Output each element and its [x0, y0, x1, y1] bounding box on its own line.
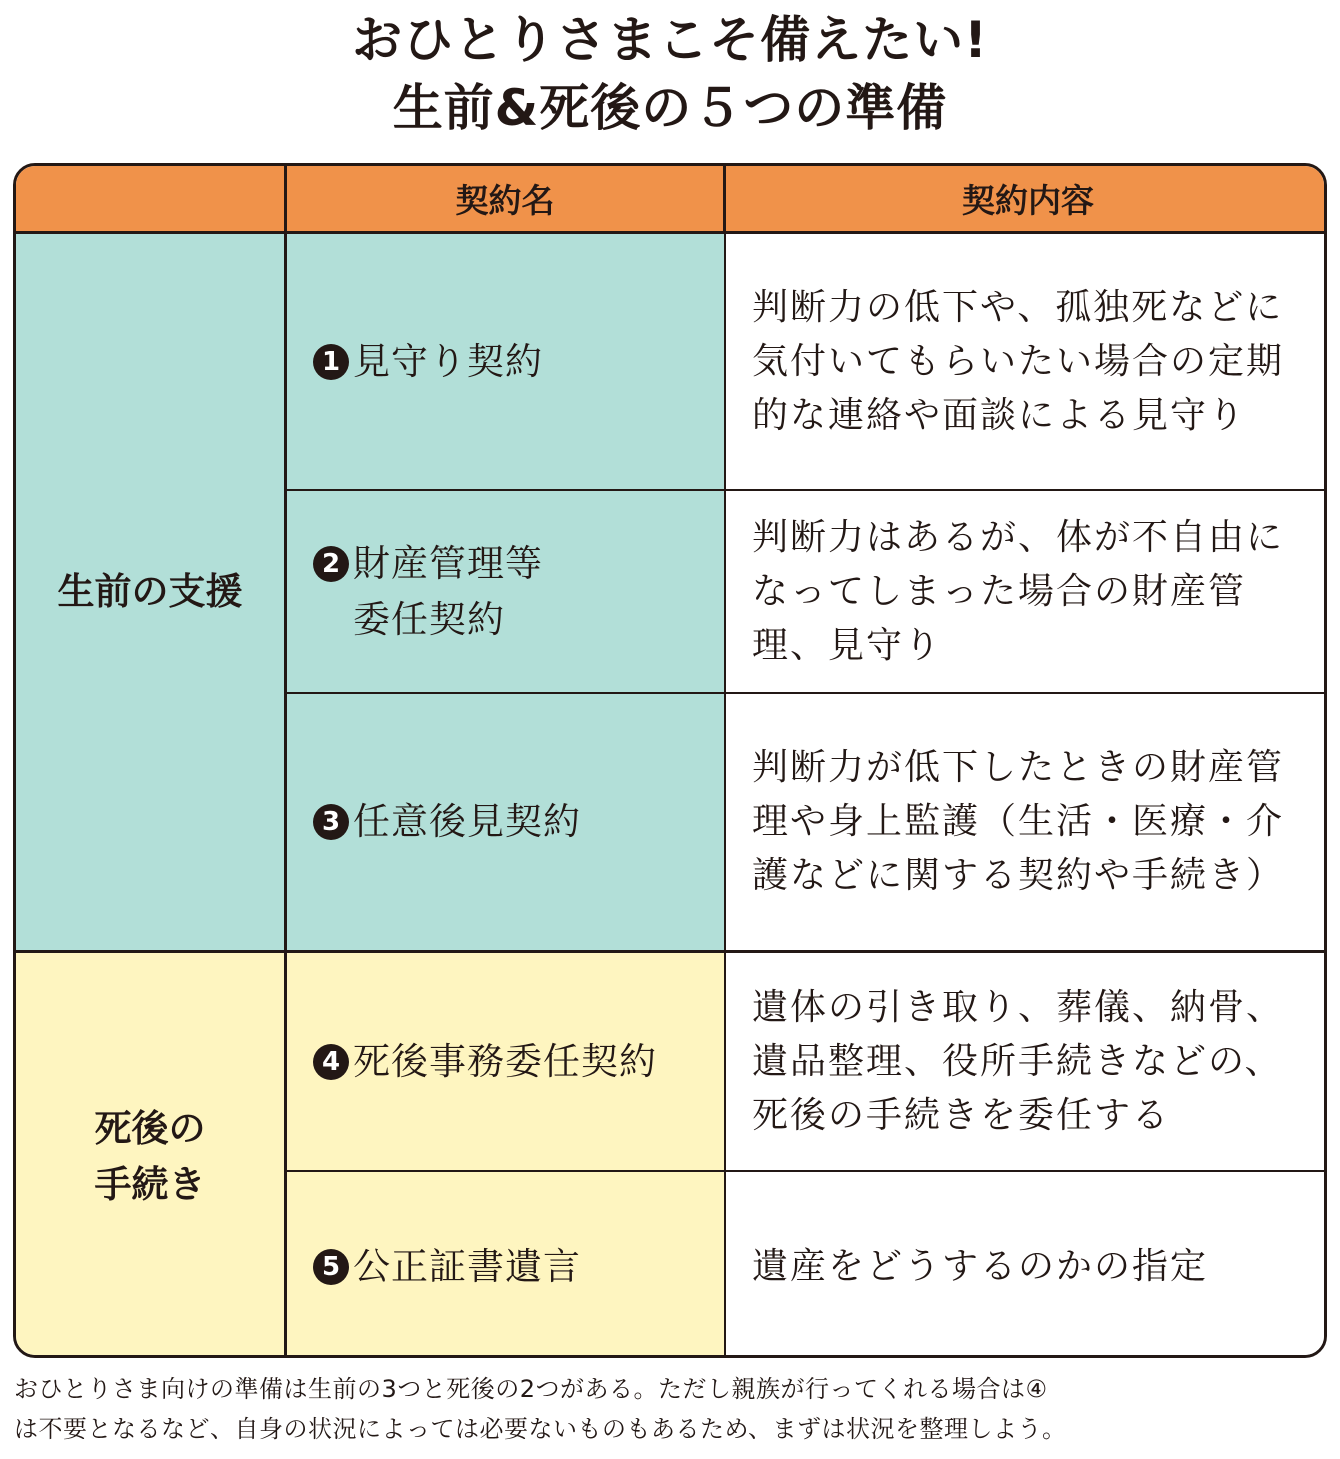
contract-content-cell [726, 953, 1327, 1172]
caption-line-2: は不要となるなど、自身の状況によっては必要ないものもあるため、まずは状況を整理しよう。 [14, 1415, 1067, 1443]
category-pre-death-support: 生前の支援 [16, 234, 287, 953]
contract-content: 遺体の引き取り、葬儀、納骨、遺品整理、役所手続きなどの、死後の手続きを委任する [752, 986, 1285, 1136]
contract-content: 判断力の低下や、孤独死などに気付いてもらいたい場合の定期的な連絡や面談による見守り [752, 286, 1285, 436]
contract-name-cell [287, 1172, 726, 1358]
contract-name-cell [287, 491, 726, 694]
number-badge: 4 [313, 1044, 349, 1080]
contract-name: 公正証書遺言 [353, 1244, 581, 1288]
contract-name: 財産管理等 委任契約 [353, 541, 543, 641]
header-category-cell [16, 166, 287, 234]
contract-name: 死後事務委任契約 [353, 1039, 657, 1083]
number-badge: 2 [313, 546, 349, 582]
caption-line-1: おひとりさま向けの準備は生前の3つと死後の2つがある。ただし親族が行ってくれる場合は④ [14, 1375, 1048, 1403]
contract-name-cell [287, 694, 726, 953]
contract-content-cell [726, 491, 1327, 694]
header-contract-content: 契約内容 [726, 166, 1327, 234]
contract-content-cell [726, 694, 1327, 953]
number-badge: 3 [313, 804, 349, 840]
number-badge: 5 [313, 1249, 349, 1285]
header-contract-name: 契約名 [287, 166, 726, 234]
contract-name: 見守り契約 [353, 339, 543, 383]
contract-content: 遺産をどうするのかの指定 [752, 1245, 1209, 1287]
contract-name-cell [287, 953, 726, 1172]
contract-content-cell [726, 234, 1327, 491]
contract-content-cell [726, 1172, 1327, 1358]
preparation-table [13, 163, 1327, 1358]
category-post-death-procedures: 死後の 手続き [16, 953, 287, 1358]
title-line-1: おひとりさまこそ備えたい! [352, 11, 988, 69]
contract-content: 判断力が低下したときの財産管理や身上監護（生活・医療・介護などに関する契約や手続き） [752, 747, 1285, 896]
contract-name: 任意後見契約 [353, 800, 581, 843]
contract-name-cell [287, 234, 726, 491]
number-badge: 1 [313, 344, 349, 380]
contract-content: 判断力はあるが、体が不自由になってしまった場合の財産管理、見守り [752, 516, 1285, 666]
title-line-2: 生前&死後の５つの準備 [392, 79, 948, 137]
